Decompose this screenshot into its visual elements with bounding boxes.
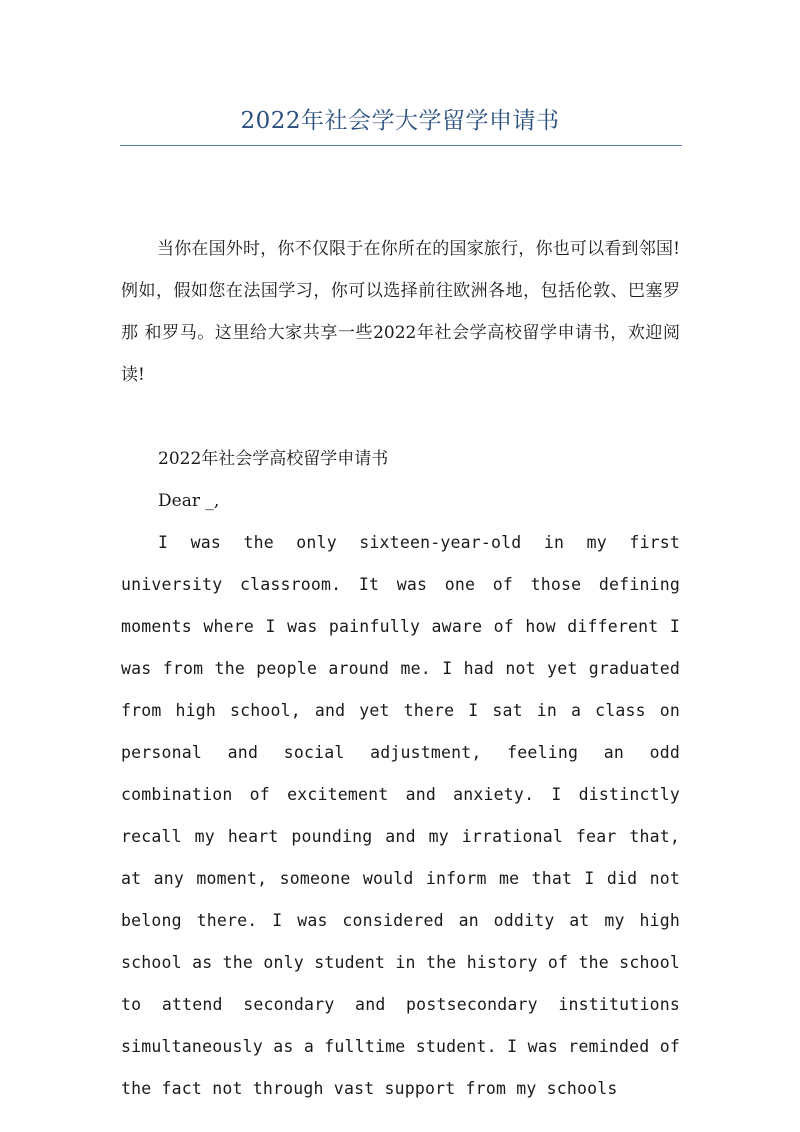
section-heading: 2022年社会学高校留学申请书 bbox=[158, 449, 389, 469]
salutation: Dear _, bbox=[158, 491, 220, 511]
intro-paragraph: 当你在国外时，你不仅限于在你所在的国家旅行，你也可以看到邻国!例如，假如您在法国学习，你可以选择前往欧洲各地，包括伦敦、巴塞罗那 和罗马。这里给大家共享一些2022年社会学高校留学申请书，欢迎阅读! bbox=[121, 239, 680, 385]
title-divider bbox=[120, 145, 682, 146]
essay-paragraph: I was the only sixteen-year-old in my first university classroom. It was one of those defining moments where I was painfully aware of how different I was from the people around me. I had not yet graduated from high school, and yet there I sat in a class on personal and social adjustment, feeling an odd combination of excitement and anxiety. I distinctly recall my heart pounding and my irrational fear that, at any moment, someone would inform me that I did not belong there. I was considered an oddity at my high school as the only student in the history of the school to attend secondary and postsecondary institutions simultaneously as a fulltime student. I was reminded of the fact not through vast support from my schools bbox=[121, 533, 680, 1098]
page-title: 2022年社会学大学留学申请书 bbox=[240, 108, 560, 134]
